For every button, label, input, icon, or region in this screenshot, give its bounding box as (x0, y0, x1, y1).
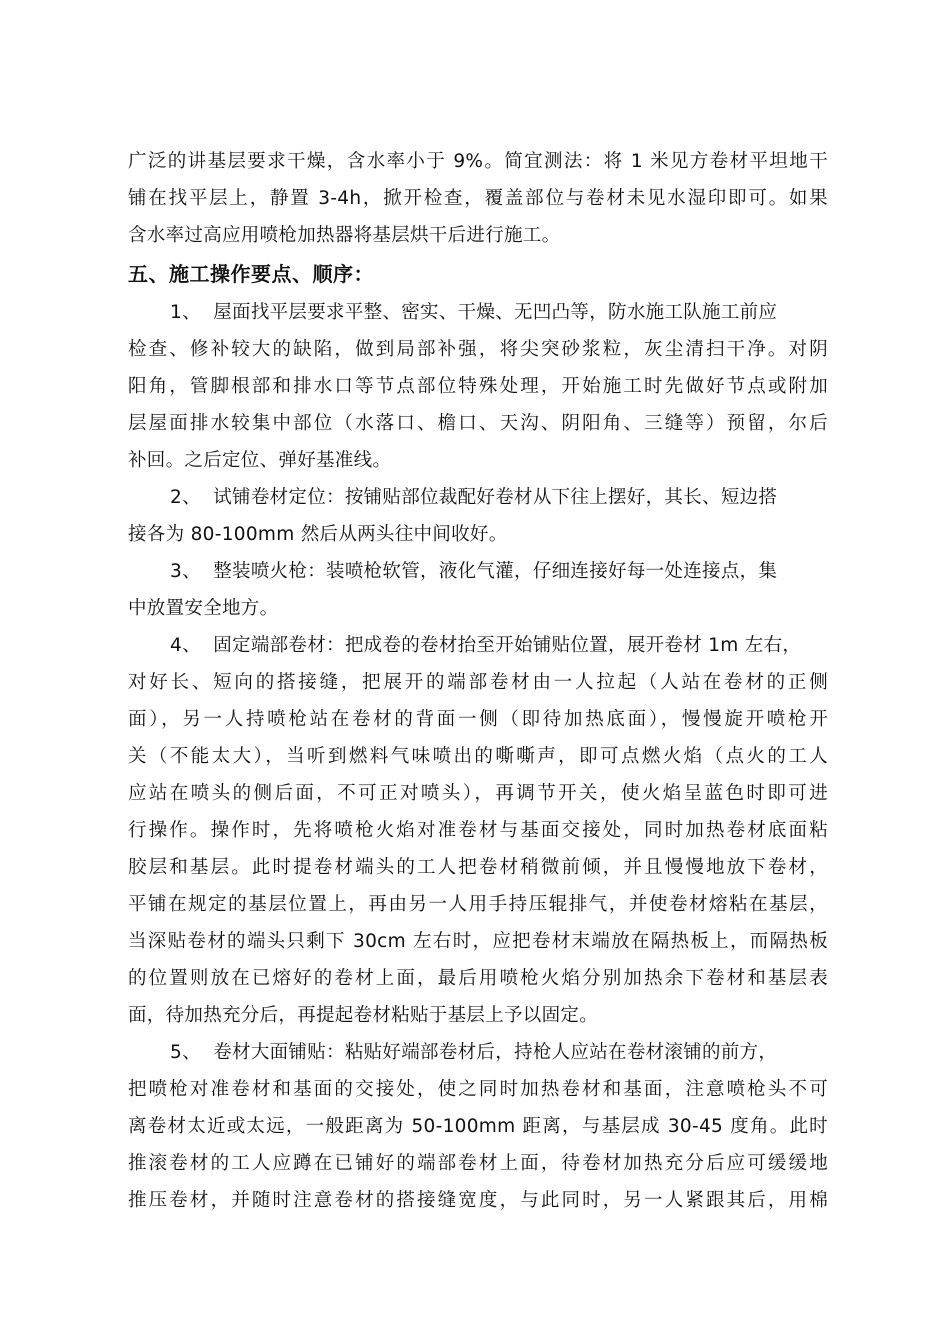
text-line: 行操作。操作时，先将喷枪火焰对准卷材与基面交接处，同时加热卷材底面粘 (128, 820, 828, 841)
text-line: 离卷材太近或太远，一般距离为 50-100mm 距离，与基层成 30-45 度角。此时 (128, 1116, 828, 1137)
text-line: 当深贴卷材的端头只剩下 30cm 左右时，应把卷材末端放在隔热板上，而隔热板 (128, 931, 828, 952)
text-line: 中放置安全地方。 (128, 598, 279, 619)
text-line: 平铺在规定的基层位置上，再由另一人用手持压辊排气，并使卷材熔粘在基层， (128, 894, 828, 915)
text-line: 接各为 80-100mm 然后从两头往中间收好。 (128, 524, 508, 545)
list-item-1 (128, 294, 828, 479)
list-item-2 (128, 479, 828, 553)
text-line: 1、 屋面找平层要求平整、密实、干燥、无凹凸等，防水施工队施工前应 (170, 302, 778, 323)
text-line: 关（不能太大），当听到燃料气味喷出的嘶嘶声，即可点燃火焰（点火的工人 (128, 746, 828, 767)
text-line: 补回。之后定位、弹好基准线。 (128, 450, 392, 471)
text-line: 面），另一人持喷枪站在卷材的背面一侧（即待加热底面），慢慢旋开喷枪开 (128, 709, 828, 730)
list-item-4 (128, 627, 828, 1034)
text-line: 2、 试铺卷材定位：按铺贴部位裁配好卷材从下往上摆好，其长、短边搭 (170, 487, 778, 508)
document-body (128, 143, 828, 1219)
text-line: 把喷枪对准卷材和基面的交接处，使之同时加热卷材和基面，注意喷枪头不可 (128, 1079, 828, 1100)
text-line: 推压卷材，并随时注意卷材的搭接缝宽度，与此同时，另一人紧跟其后，用棉 (128, 1190, 828, 1211)
text-line: 3、 整装喷火枪：装喷枪软管，液化气灌，仔细连接好每一处连接点，集 (170, 561, 778, 582)
text-line: 广泛的讲基层要求干燥，含水率小于 9%。简宜测法：将 1 米见方卷材平坦地干 (128, 151, 828, 172)
text-line: 推滚卷材的工人应蹲在已铺好的端部卷材上面，待卷材加热充分后应可缓缓地 (128, 1153, 828, 1174)
list-item-5 (128, 1034, 828, 1219)
text-line: 4、 固定端部卷材：把成卷的卷材抬至开始铺贴位置，展开卷材 1m 左右， (170, 635, 802, 656)
text-line: 应站在喷头的侧后面，不可正对喷头），再调节开关，使火焰呈蓝色时即可进 (128, 783, 828, 804)
text-line: 的位置则放在已熔好的卷材上面，最后用喷枪火焰分别加热余下卷材和基层表 (128, 968, 828, 989)
list-item-3 (128, 553, 828, 627)
text-line: 5、 卷材大面铺贴：粘贴好端部卷材后，持枪人应站在卷材滚铺的前方， (170, 1042, 778, 1063)
text-line: 含水率过高应用喷枪加热器将基层烘干后进行施工。 (128, 225, 561, 246)
text-line: 胶层和基层。此时提卷材端头的工人把卷材稍微前倾，并且慢慢地放下卷材， (128, 857, 828, 878)
text-line: 阳角，管脚根部和排水口等节点部位特殊处理，开始施工时先做好节点或附加 (128, 376, 828, 397)
text-line: 对好长、短向的搭接缝，把展开的端部卷材由一人拉起（人站在卷材的正侧 (128, 672, 828, 693)
section-heading: 五、施工操作要点、顺序： (128, 262, 374, 286)
intro-paragraph (128, 143, 828, 254)
text-line: 检查、修补较大的缺陷，做到局部补强，将尖突砂浆粒，灰尘清扫干净。对阴 (128, 339, 828, 360)
text-line: 铺在找平层上，静置 3-4h，掀开检查，覆盖部位与卷材未见水湿印即可。如果 (128, 188, 828, 209)
text-line: 面，待加热充分后，再提起卷材粘贴于基层上予以固定。 (128, 1005, 599, 1026)
text-line: 层屋面排水较集中部位（水落口、檐口、天沟、阴阳角、三缝等）预留，尔后 (128, 413, 828, 434)
